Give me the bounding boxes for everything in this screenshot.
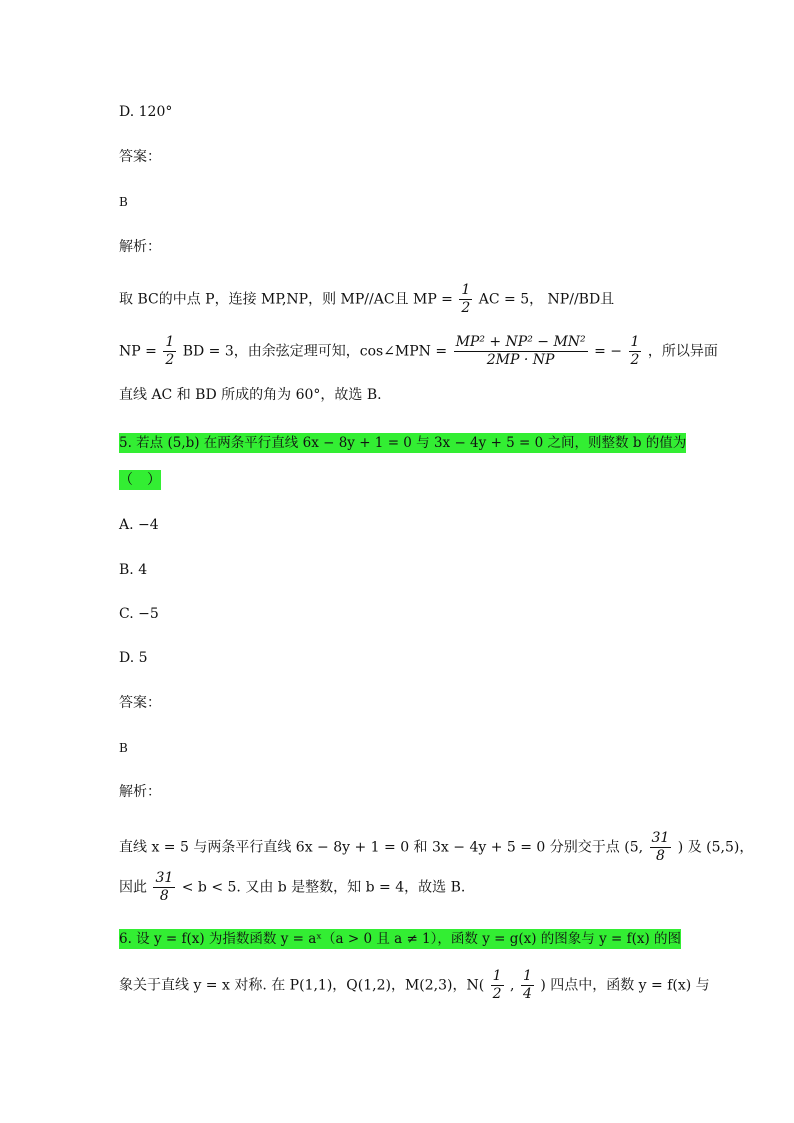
fraction <box>629 334 642 369</box>
fraction-numerator: 1 <box>492 968 502 984</box>
fraction-numerator: 31 <box>651 830 670 846</box>
fraction-numerator: 1 <box>522 968 532 984</box>
q5-analysis-1-pre: 直线 x = 5 与两条平行直线 6x − 8y + 1 = 0 和 3x − 4y + 5 = 0 分别交于点 (5, <box>119 839 644 856</box>
q5-analysis-2-pre: 因此 <box>119 879 147 896</box>
q4-analysis-2-post: ，所以异面 <box>647 343 718 360</box>
fraction-denominator: 2 <box>165 352 175 368</box>
fraction-denominator: 2 <box>630 352 640 368</box>
fraction-numerator: 31 <box>155 870 174 886</box>
q4-analysis-line-3: 直线 AC 和 BD 所成的角为 60°，故选 B. <box>119 387 382 403</box>
q4-answer: B <box>119 195 128 209</box>
fraction-denominator: 4 <box>522 986 532 1002</box>
fraction-denominator: 2MP · NP <box>486 352 555 368</box>
q5-answer: B <box>119 741 128 755</box>
fraction <box>153 870 175 905</box>
q5-stem-line-2: （ ） <box>119 472 161 488</box>
q4-analysis-1-pre: 取 BC的中点 P，连接 MP,NP，则 MP//AC且 MP = <box>119 291 453 308</box>
fraction <box>521 968 534 1003</box>
q4-analysis-2-eq: = − <box>594 343 623 360</box>
q5-option-d: D. 5 <box>119 650 148 666</box>
q5-stem-line-1: 5. 若点 (5,b) 在两条平行直线 6x − 8y + 1 = 0 与 3x − 4y + 5 = 0 之间，则整数 b 的值为 <box>119 435 687 451</box>
fraction <box>491 968 504 1003</box>
q5-analysis-label: 解析： <box>119 784 161 800</box>
fraction-denominator: 2 <box>492 986 502 1002</box>
q5-analysis-1-post: ) 及 (5,5)， <box>677 839 754 856</box>
q5-option-b: B. 4 <box>119 562 148 578</box>
q4-answer-label: 答案： <box>119 149 161 165</box>
q4-analysis-line-2 <box>119 334 718 369</box>
fraction-denominator: 8 <box>159 888 169 904</box>
q4-analysis-line-1 <box>119 282 614 317</box>
q4-analysis-2-mid: BD = 3，由余弦定理可知，cos∠MPN = <box>182 343 448 360</box>
fraction-numerator: 1 <box>461 282 471 298</box>
q6-stem-line-1: 6. 设 y = f(x) 为指数函数 y = aˣ（a > 0 且 a ≠ 1），函数 y = g(x) 的图象与 y = f(x) 的图 <box>119 931 682 947</box>
q6-stem-2-post: ) 四点中，函数 y = f(x) 与 <box>540 977 710 994</box>
q5-option-a: A. −4 <box>119 517 159 533</box>
fraction-numerator: 1 <box>630 334 640 350</box>
q6-stem-line-2 <box>119 968 710 1003</box>
fraction-numerator: MP² + NP² − MN² <box>455 334 586 350</box>
q6-stem-2-pre: 象关于直线 y = x 对称. 在 P(1,1)，Q(1,2)，M(2,3)，N( <box>119 977 485 994</box>
q5-analysis-line-1 <box>119 830 753 865</box>
q5-analysis-2-post: < b < 5. 又由 b 是整数，知 b = 4，故选 B. <box>181 879 466 896</box>
q4-analysis-label: 解析： <box>119 239 161 255</box>
fraction-denominator: 8 <box>655 848 665 864</box>
fraction <box>454 334 588 369</box>
fraction-denominator: 2 <box>461 300 471 316</box>
fraction <box>163 334 176 369</box>
q5-option-c: C. −5 <box>119 606 159 622</box>
q4-analysis-2-pre: NP = <box>119 343 157 360</box>
q4-option-d: D. 120° <box>119 104 173 120</box>
q5-analysis-line-2 <box>119 870 465 905</box>
q6-stem-2-comma: , <box>510 977 515 994</box>
fraction-numerator: 1 <box>165 334 175 350</box>
q5-answer-label: 答案： <box>119 695 161 711</box>
fraction <box>650 830 672 865</box>
fraction <box>459 282 472 317</box>
q4-analysis-1-post: AC = 5， NP//BD且 <box>478 291 615 308</box>
